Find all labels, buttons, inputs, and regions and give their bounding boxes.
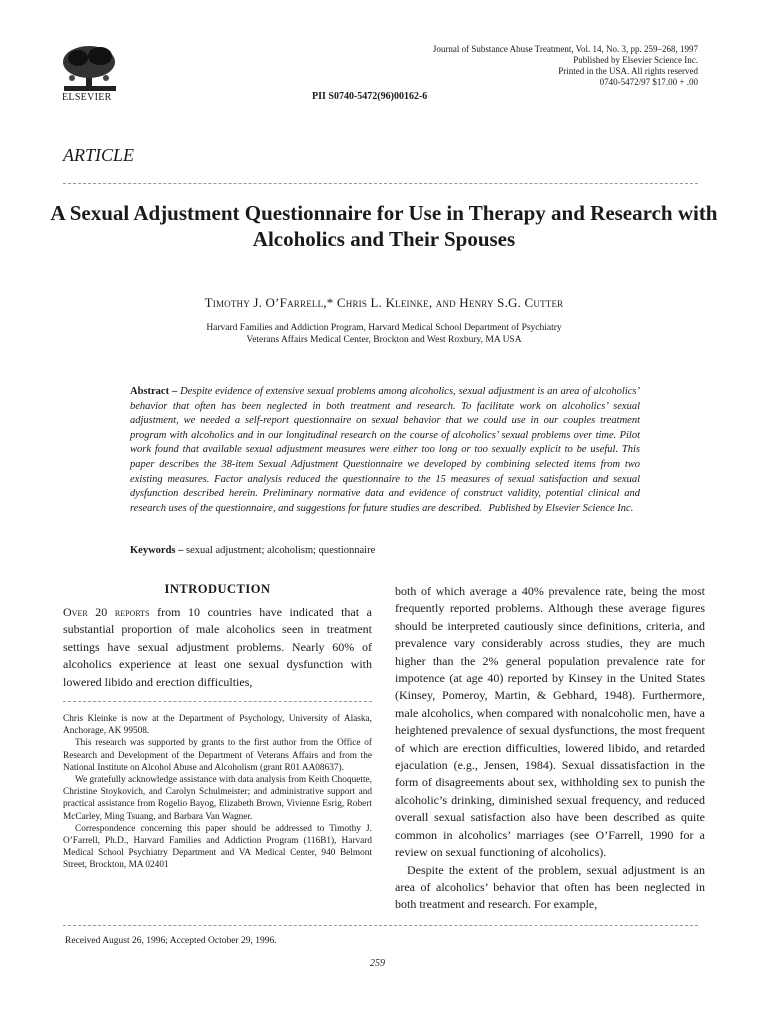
journal-info [433,44,698,88]
affiliation-line-1: Harvard Families and Addiction Program, Harvard Medical School Department of Psychiatry [206,323,562,333]
footnote-4: Correspondence concerning this paper should be addressed to Timothy J. O’Farrell, Ph.D., Harvard Families and Addiction Program (116B1), Harvard Medical School Psychiatry Department and VA Medical Center, 940 Belmont Street, Brockton, MA 02401 [63,823,372,871]
introduction-paragraph-1: from 10 countries have indicated that a substantial proportion of male alcoholics seen in treatment settings have sexual adjustment problems. Nearly 60% of alcoholics experience at least one sexual dysfunction with lowered libido and erection difficulties, [63,605,372,689]
introduction-heading: INTRODUCTION [164,582,271,596]
abstract-text: Despite evidence of extensive sexual problems among alcoholics, sexual adjustment is an area of alcoholics’ behavior that often has been neglected in both treatment and research. To facilitate work on alcoholics’ sexual adjustment, we needed a self-report questionnaire on sexual behavior that we could use in our couples treatment program with alcoholics and in our longitudinal research on the course of alcoholics’ sexual problems over time. Pilot work found that available sexual adjustment measures were either too long or too sexually explicit to be useful. This paper describes the 38-item Sexual Adjustment Questionnaire we developed by combining selected items from two existing measures. Factor analysis reduced the questionnaire to the 15 measures of sexual satisfaction and sexual dysfunction described herein. Preliminary normative data and evidence of construct validity, potential clinical and research uses of the questionnaire, and suggestions for future studies are described. [130,386,641,514]
affiliation-line-2: Veterans Affairs Medical Center, Brockton and West Roxbury, MA USA [246,335,522,345]
introduction-right-column [395,583,705,914]
footnote-divider [63,701,372,702]
introduction-left-column [63,604,372,691]
received-dates: Received August 26, 1996; Accepted October 29, 1996. [65,936,277,946]
keywords-text: sexual adjustment; alcoholism; questionnaire [186,545,376,556]
journal-citation: Journal of Substance Abuse Treatment, Vol. 14, No. 3, pp. 259–268, 1997 [432,44,698,54]
keywords-label: Keywords – [130,545,184,556]
article-title: A Sexual Adjustment Questionnaire for Use in Therapy and Research with Alcoholics and Their Spouses [50,201,718,251]
authors: Timothy J. O’Farrell,* Chris L. Kleinke, and Henry S.G. Cutter [204,295,564,310]
abstract [130,385,640,516]
abstract-copyright: Published by Elsevier Science Inc. [488,502,634,514]
introduction-lead: Over 20 reports [63,605,150,619]
footnote-1: Chris Kleinke is now at the Department of Psychology, University of Alaska, Anchorage, AK 99508. [63,714,372,737]
publisher-name: ELSEVIER [62,92,112,103]
footnote-3: We gratefully acknowledge assistance with data analysis from Keith Choquette, Christine Stoykovich, and Carolyn Schulmeister; and administrative support and practical assistance from Rogelio Bayog, Elizabeth Brown, Vivienne Esrig, Robert McCarley, Ming Tsuang, and Barbara Van Wagner. [63,775,372,822]
abstract-label: Abstract – [130,386,178,397]
journal-rights: Printed in the USA. All rights reserved [558,66,698,76]
introduction-right-paragraph-2: Despite the extent of the problem, sexual adjustment is an area of alcoholics’ behavior that often has been neglected in both treatment and research. For example, [395,862,705,912]
pii-code: PII S0740-5472(96)00162-6 [312,91,428,102]
journal-price: 0740-5472/97 $17.00 + .00 [599,77,698,87]
section-label: ARTICLE [63,145,135,165]
footnotes [63,713,372,872]
bottom-divider [63,925,698,926]
page-number: 259 [370,958,385,969]
keywords [130,545,640,556]
affiliation [40,322,728,346]
journal-publisher: Published by Elsevier Science Inc. [573,55,698,65]
footnote-2: This research was supported by grants to the first author from the Office of Research and Development of the Department of Veterans Affairs and from the National Institute on Alcohol Abuse and Alcoholism (grant R01 AA08637). [63,738,372,773]
introduction-right-paragraph-1: both of which average a 40% prevalence rate, being the most frequently reported problems. Although these average figures should be interpreted cautiously since definitions, criteria, and prevalence vary considerably across studies, they are much higher than the 2% general population prevalence rate for impotence (at age 40) reported by Kinsey in the United States (Kinsey, Pomeroy, Martin, & Gebhard, 1948). Furthermore, male alcoholics, when compared with nonalcoholic men, have a heightened prevalence of sexual dysfunctions, the most frequent of which are erection difficulties, lowered libido, and retarded ejaculation (e.g., Jensen, 1984). Sexual dissatisfaction in the form of disagreements about sex, withholding sex to punish the alcoholic’s drinking, diminished sexual frequency, and reduced overall sexual satisfaction also have been described as quite common in alcoholics’ marriages (see O’Farrell, 1990 for a review on sexual functioning of alcoholics). [395,584,705,860]
elsevier-tree-logo [60,42,120,92]
top-divider [63,183,698,184]
